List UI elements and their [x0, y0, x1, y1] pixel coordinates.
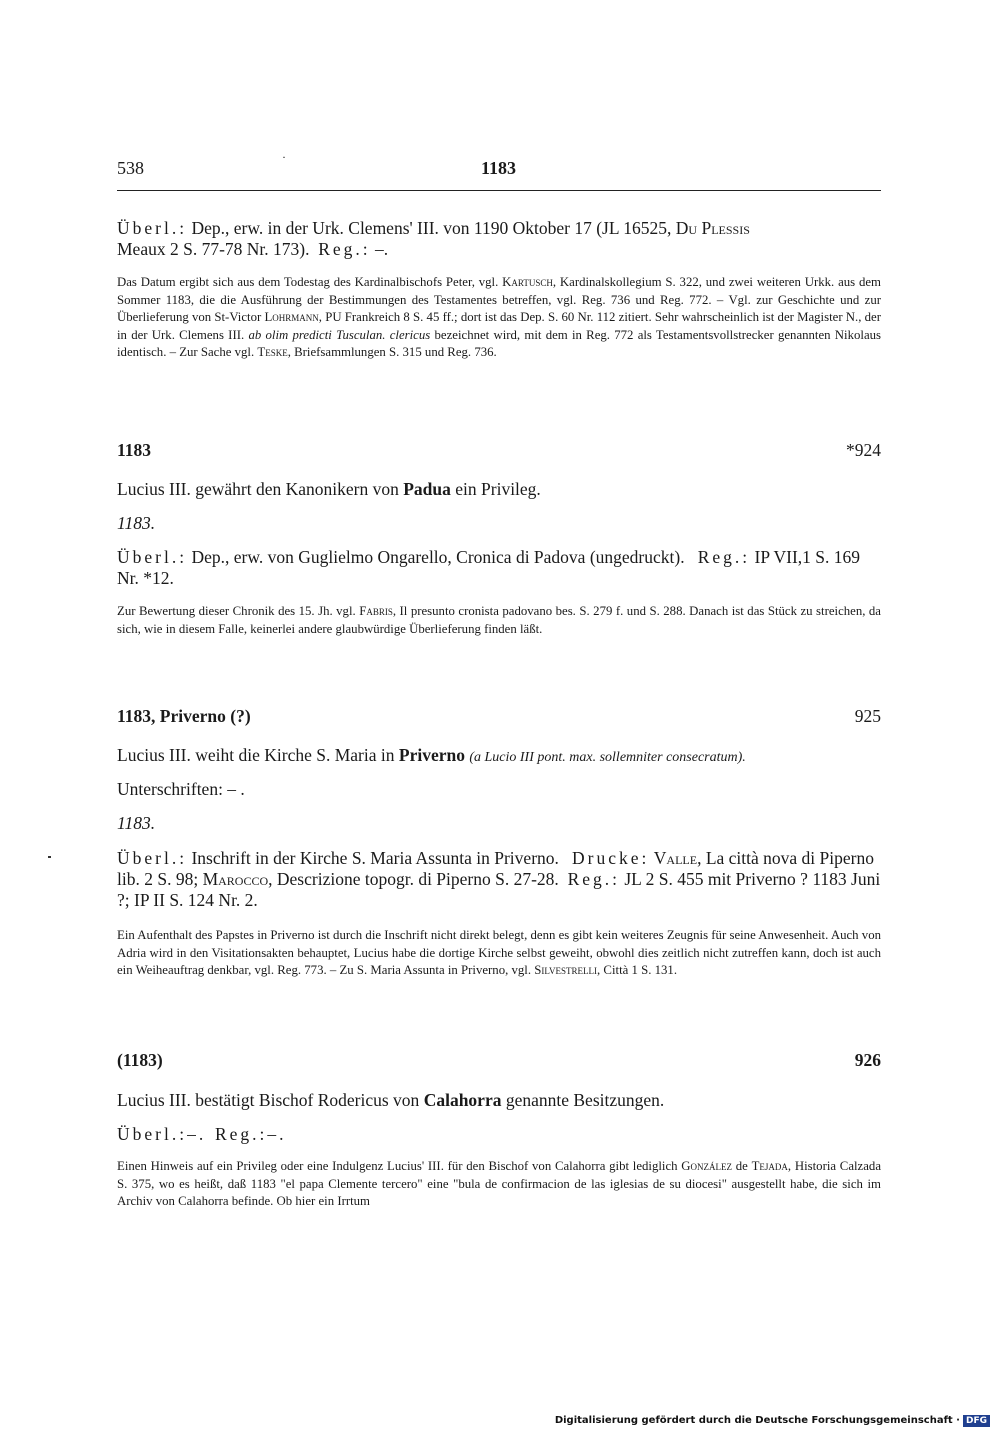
entry-924-date: 1183. — [117, 513, 156, 533]
digitization-footer — [555, 1415, 990, 1427]
footer-text: Digitalisierung gefördert durch die Deutsche Forschungsgemeinschaft · — [554, 1415, 960, 1426]
running-head — [117, 150, 881, 186]
stray-mark: · — [282, 150, 286, 164]
entry-925-heading — [117, 706, 881, 727]
entry-924-note: Zur Bewertung dieser Chronik des 15. Jh. vgl. Fabris, Il presunto cronista padovano bes. S. 279 f. und S. 288. Danach ist das Stück zu streichen, da sich, wie in diesem Falle, keinerlei andere glaubwürdige Überlieferung finden läßt. — [117, 604, 881, 636]
entry-925-summary: Lucius III. weiht die Kirche S. Maria in Priverno (a Lucio III pont. max. sollemniter consecratum). — [117, 745, 746, 765]
header-rule — [117, 190, 881, 191]
entry-925-transmission: Überl.: Inschrift in der Kirche S. Maria Assunta in Priverno. Drucke: Valle, La città nova di Piperno lib. 2 S. 98; Marocco, Descrizione topogr. di Piperno S. 27-28. Reg.: JL 2 S. 455 mit Priverno ? 1183 Juni ?; IP II S. 124 Nr. 2. — [117, 848, 881, 910]
entry-926-summary: Lucius III. bestätigt Bischof Rodericus von Calahorra genannte Besitzungen. — [117, 1090, 665, 1110]
document-page — [117, 0, 881, 1434]
entry-925-note: Ein Aufenthalt des Papstes in Priverno ist durch die Inschrift nicht direkt belegt, denn es gibt kein weiteres Zeugnis für seine Anwesenheit. Auch von Adria wird in den Visitationsakten behauptet, Lucius habe die dortige Kirche selbst geweiht, obwohl dies zeitlich nicht zutreffen kann, doch ist auch ein Weiheauftrag denkbar, vgl. Reg. 773. – Zu S. Maria Assunta in Priverno, vgl. Silvestrelli, Città 1 S. 131. — [117, 928, 881, 977]
scan-speck — [48, 856, 51, 858]
entry-date: 1183 — [117, 440, 152, 460]
page-number: 538 — [117, 158, 144, 178]
top-entry-transmission: Überl.: Dep., erw. in der Urk. Clemens' III. von 1190 Oktober 17 (JL 16525, Du Plessis Meaux 2 S. 77-78 Nr. 173). Reg.: –. — [117, 218, 750, 259]
entry-date: (1183) — [117, 1050, 163, 1070]
entry-926-heading — [117, 1050, 881, 1071]
entry-number: 925 — [854, 706, 881, 726]
entry-926-note: Einen Hinweis auf ein Privileg oder eine Indulgenz Lucius' III. für den Bischof von Calahorra gibt lediglich González de Tejada, Historia Calzada S. 375, wo es heißt, daß 1183 "el papa Clemente tercero" eine "bula de confirmacion de las iglesias de su diocesi" ausgestellt habe, die sich im Archiv von Calahorra befinde. Ob hier ein Irrtum — [117, 1159, 881, 1208]
entry-number: 926 — [854, 1050, 881, 1070]
entry-number: *924 — [846, 440, 881, 460]
dfg-logo: DFG — [963, 1415, 990, 1427]
entry-925-date: 1183. — [117, 813, 156, 833]
entry-924-transmission: Überl.: Dep., erw. von Guglielmo Ongarello, Cronica di Padova (ungedruckt). Reg.: IP VII,1 S. 169 Nr. *12. — [117, 547, 861, 588]
entry-926-transmission: Überl.:–. Reg.:–. — [117, 1124, 287, 1144]
entry-924-heading — [117, 440, 881, 461]
entry-925-signatures: Unterschriften: – . — [117, 779, 245, 799]
top-entry-note: Das Datum ergibt sich aus dem Todestag des Kardinalbischofs Peter, vgl. Kartusch, Kardinalskollegium S. 322, und zwei weiteren Urkk. aus dem Sommer 1183, die die Ausführung der Bestimmungen des Testamentes betreffen, vgl. Reg. 736 und Reg. 772. – Vgl. zur Geschichte und zur Überlieferung von St-Victor Lohrmann, PU Frankreich 8 S. 45 ff.; dort ist das Dep. S. 60 Nr. 112 zitiert. Sehr wahrscheinlich ist der Magister N., der in der Urk. Clemens III. ab olim predicti Tusculan. clericus bezeichnet wird, mit dem in Reg. 772 als Testamentsvollstrecker genannten Nikolaus identisch. – Zur Sache vgl. Teske, Briefsammlungen S. 315 und Reg. 736. — [117, 275, 882, 359]
running-head-year: 1183 — [481, 158, 517, 178]
entry-date: 1183, Priverno (?) — [117, 706, 251, 726]
entry-924-summary: Lucius III. gewährt den Kanonikern von Padua ein Privileg. — [117, 479, 541, 499]
